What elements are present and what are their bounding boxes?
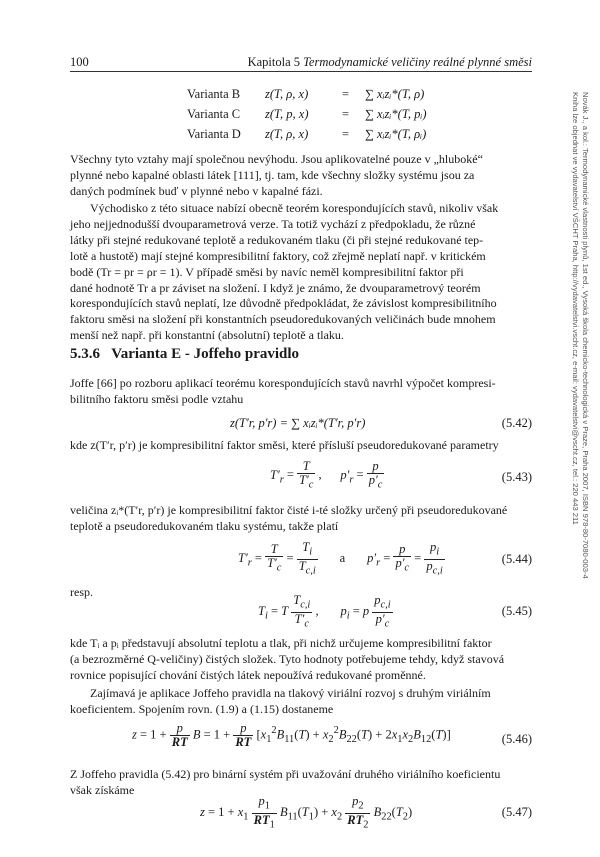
equation-5-46: z = 1 + $\frac{p}{RT}$ B = 1 + $\frac{p}{RT}$ $[x_1^2B_{11}(T) + x_2^2B_{22}(T) + 2x_1x_2B_{12}(T)]$ (5.46) [132, 721, 532, 749]
side-margin-note: Novák J., a kol.: Termodynamické vlastnosti plynů, 1st ed., Vysoká škola chemicko-technologická v Praze, Praha 2007, ISBN 978-80-7080-003-4 Kniha lze objednat ve vydavatelství VŠCHT Praha, http://vydavatelstvi.vscht.cz, e-mail: vydavatelstvi@vscht.cz, tel.: 220 443 211 [571, 92, 590, 579]
equation-5-47: $z = 1 + x_1$ $\frac{p_1}{RT_1}$ $B_{11}(T_1) + x_2$ $\frac{p_2}{RT_2}$ $B_{22}(T_2)$ (5.47) [200, 794, 532, 830]
paragraph: Joffe [66] po rozboru aplikací teorému korespondujících stavů navrhl výpočet kompresi- bilitního faktoru směsi podle vztahu [70, 376, 496, 406]
paragraph: Z Joffeho pravidla (5.42) pro binární systém při uvažování druhého viriálního koeficientu však získáme [70, 767, 501, 797]
paragraph: Východisko z této situace nabízí obecně teorém korespondujících stavů, nikoliv však jeho nejjednodušší dvouparametrová verze. Ta totiž vychází z předpokladu, že různé látky při stejné redukované teplotě a redukovaném tlaku (či při stejné redukované tep- lotě a hustotě) mají stejné kompresibilitní faktory, což zřejmě neplatí např. v kritickém bodě (Tr = pr = ρr = 1). V případě směsi by navíc neměl kompresibilitní faktor při dané hodnotě Tr a pr záviset na složení. I když je známo, že dvouparametrový teorém korespondujících stavů neplatí, lze důvodně předpokládat, že závislost kompresibilitního faktoru směsi na složení při konstantních pseudoredukovaných veličinách bude mnohem menší než např. při konstantní (absolutní) teplotě a tlaku. [70, 201, 499, 343]
equation-5-45: $T_i = T$ $\frac{T_{c,i}}{T'_c}$ , $p_i = p$ $\frac{p_{c,i}}{p'_c}$ (5.45) [258, 593, 532, 629]
equation-5-42: z(T′r, p′r) = ∑ xᵢzᵢ*(T′r, p′r) (5.42) [230, 416, 532, 430]
chapter-title: Termodynamické veličiny reálné plynné směsi [303, 55, 532, 69]
paragraph: kde z(T′r, p′r) je kompresibilitní faktor směsi, které přísluší pseudoredukované parametry [70, 438, 499, 452]
header-rule [70, 71, 532, 72]
chapter-heading: Kapitola 5 Termodynamické veličiny reálné plynné směsi [247, 55, 532, 69]
section-heading: 5.3.6 Varianta E - Joffeho pravidlo [70, 346, 300, 362]
resp-label: resp. [70, 585, 93, 599]
paragraph: veličina zᵢ*(T′r, p′r) je kompresibilitní faktor čisté i-té složky určený při pseudoredukované teplotě a pseudoredukovaném tlaku systému, takže platí [70, 503, 508, 533]
equation-5-44: $T'_r$ = $\frac{T}{T'_c}$ = $\frac{T_i}{T_{c,i}}$ a $p'_r$ = $\frac{p}{p'_c}$ = $\frac{p_i}{p_{c,i}}$ (5.44) [238, 540, 532, 576]
paragraph: kde Tᵢ a pᵢ představují absolutní teplotu a tlak, při nichž určujeme kompresibilitní faktor (a bezrozměrné Q-veličiny) čistých složek. Tyto hodnoty potřebujeme tehdy, když stavová rovnice popisující chování čistých látek nepoužívá redukované proměnné. [70, 636, 505, 682]
page-number: 100 [70, 55, 89, 69]
paragraph: Všechny tyto vztahy mají společnou nevýhodu. Jsou aplikovatelné pouze v „hluboké“ plynné nebo kapalné oblasti látek [111], tj. tam, kde všechny složky systému jsou za daných podmínek buď v plynné nebo v kapalné fázi. [70, 152, 483, 198]
paragraph: Zajímavá je aplikace Joffeho pravidla na tlakový viriální rozvoj s druhým viriálním koeficientem. Spojením rovn. (1.9) a (1.15) dostaneme [70, 686, 491, 716]
equation-5-43: $T'_r$ = $\frac{T}{T'_c}$ , $p'_r$ = $\frac{p}{p'_c}$ (5.43) [270, 459, 532, 491]
